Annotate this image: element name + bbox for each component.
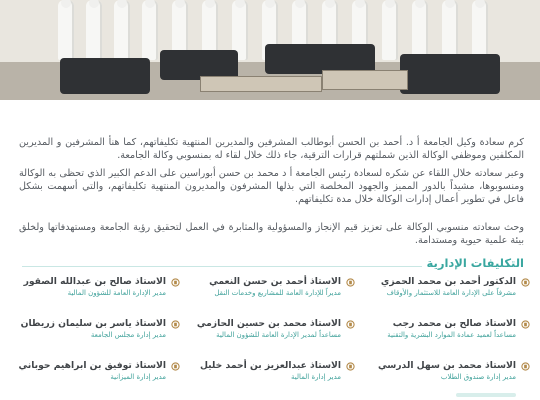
assignment-role: مدير إدارة صندوق الطلاب — [440, 373, 516, 381]
university-emblem-icon — [521, 362, 530, 371]
assignment-card — [10, 318, 180, 352]
university-emblem-icon — [346, 278, 355, 287]
photo-person — [114, 0, 130, 60]
assignment-card — [185, 360, 355, 394]
university-emblem-icon — [521, 320, 530, 329]
assignment-role: مدير إدارة المالية — [291, 373, 341, 381]
assignment-card — [10, 360, 180, 394]
photo-sofa — [60, 58, 150, 94]
assignment-role: مدير إدارة مجلس الجامعة — [90, 331, 166, 339]
photo-table — [200, 76, 322, 92]
article-paragraph-3: وحث سعادته منسوبي الوكالة على تعزيز قيم الإنجاز والمسؤولية والمثابرة في العمل لتحقيق رؤية الجامعة ومستهدفاتها ولخلق بيئة علمية حيوية ومستدامة. — [19, 221, 524, 246]
assignment-role: مشرفاً على الإدارة العامة للاستثمار والأوقاف — [386, 289, 516, 297]
assignments-grid — [10, 276, 530, 400]
assignment-card — [360, 318, 530, 352]
assignment-card — [10, 276, 180, 310]
university-emblem-icon — [521, 278, 530, 287]
photo-person — [442, 0, 458, 60]
assignment-name: الاستاذ محمد بن حسين الحازمي — [196, 318, 341, 329]
assignment-role: مدير الإدارة العامة للشؤون المالية — [67, 289, 166, 297]
university-emblem-icon — [171, 362, 180, 371]
assignment-card — [185, 318, 355, 352]
assignment-card — [360, 276, 530, 310]
assignment-name: الاستاذ صالح بن عبدالله الصقور — [23, 276, 166, 287]
university-emblem-icon — [171, 278, 180, 287]
university-emblem-icon — [346, 320, 355, 329]
university-emblem-icon — [171, 320, 180, 329]
photo-person — [382, 0, 398, 60]
assignment-role: مديراً للإدارة العامة للمشاريع وخدمات النقل — [214, 289, 341, 297]
photo-person — [412, 0, 428, 60]
photo-sofa — [400, 54, 500, 94]
footer-decoration-icon — [456, 390, 516, 400]
assignment-role: مساعداً لمدير الإدارة العامة للشؤون المالية — [216, 331, 341, 339]
assignment-role: مساعداً لعميد عمادة الموارد البشرية والتقنية — [387, 331, 516, 339]
assignment-name: الاستاذ عبدالعزيز بن أحمد خليل — [199, 360, 341, 371]
photo-person — [86, 0, 102, 60]
assignment-name: الاستاذ صالح بن محمد رجب — [392, 318, 516, 329]
header-photo — [0, 0, 540, 100]
section-title: التكليفات الإدارية — [426, 256, 524, 270]
assignment-role: مدير إدارة الميزانية — [110, 373, 166, 381]
photo-person — [472, 0, 488, 60]
assignment-card — [360, 360, 530, 394]
article-paragraph-1: كرم سعادة وكيل الجامعة أ د. أحمد بن الحسن أبوطالب المشرفين والمديرين المنتهية تكليفاتهم، كما هنأ المشرفين و المديرين المكلفين وموظفي الوكالة الذين شملتهم قرارات الترقية، جاء ذلك خلال لقاء له بمنسوبي وكالة الجامعة. — [19, 136, 524, 161]
assignment-card — [185, 276, 355, 310]
assignment-name: الاستاذ ياسر بن سليمان زريطان — [20, 318, 166, 329]
assignment-name: الاستاذ توفيق بن ابراهيم حوباني — [18, 360, 166, 371]
university-emblem-icon — [346, 362, 355, 371]
photo-person — [142, 0, 158, 60]
section-divider — [22, 266, 422, 267]
assignment-name: الدكتور أحمد بن محمد الحمزي — [380, 276, 516, 287]
photo-table — [322, 70, 408, 90]
assignment-name: الاستاذ أحمد بن حسن النعمي — [209, 276, 341, 287]
assignment-name: الاستاذ محمد بن سهل الدرسي — [377, 360, 516, 371]
photo-person — [58, 0, 74, 60]
article-paragraph-2: وعبر سعادته خلال اللقاء عن شكره لسعادة رئيس الجامعة أ د محمد بن حسن أبوراسين على الدعم الكبير الذي تحظى به الوكالة ومنسوبوها، مشيداً بالدور المميز والجهود المخلصة التي بذلها المشرفون والمديرون المنتهية تكليفاتهم، والتي أسهمت بشكل فاعل في تطوير أعمال إدارات الوكالة خلال مدة تكليفاتهم. — [19, 167, 524, 206]
